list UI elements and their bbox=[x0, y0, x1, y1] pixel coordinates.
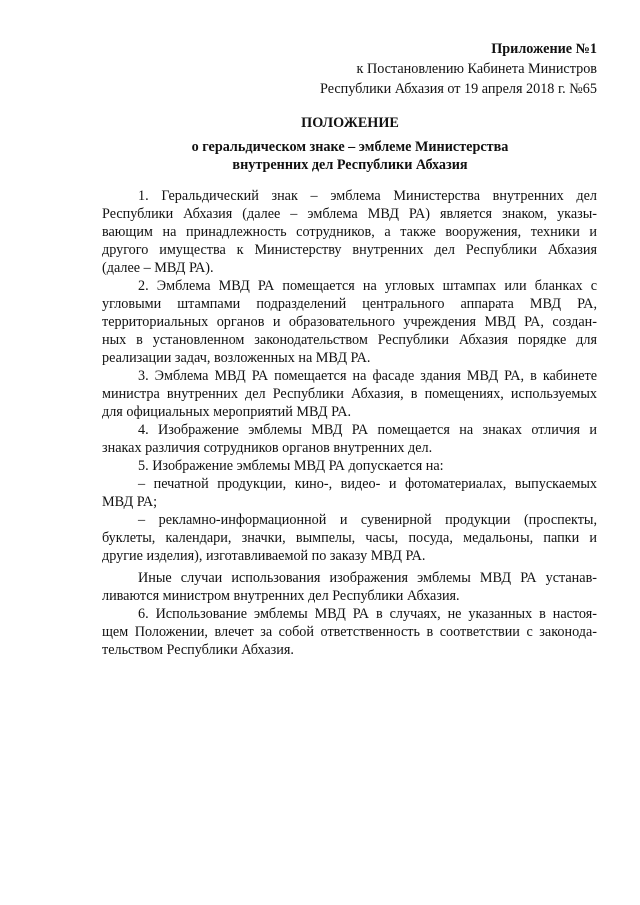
paragraph-line: щем Положении, влечет за собой ответственность в соответствии с законода- bbox=[102, 624, 597, 640]
paragraph-line: (далее – МВД РА). bbox=[102, 260, 214, 276]
paragraph-line: территориальных органов и образовательного учреждения МВД РА, создан- bbox=[102, 314, 597, 330]
paragraph-line: знаках различия сотрудников органов внутренних дел. bbox=[102, 440, 433, 456]
paragraph-line: 1. Геральдический знак – эмблема Министерства внутренних дел bbox=[138, 188, 597, 204]
document-subtitle-line-1: о геральдическом знаке – эмблеме Министерства bbox=[191, 139, 509, 155]
paragraph-line: 5. Изображение эмблемы МВД РА допускается на: bbox=[138, 458, 444, 474]
paragraph-line: Иные случаи использования изображения эмблемы МВД РА устанав- bbox=[138, 570, 597, 586]
appendix-reference-line-1: к Постановлению Кабинета Министров bbox=[356, 61, 597, 77]
paragraph-line: ных в установленном законодательством Республики Абхазия порядке для bbox=[102, 332, 597, 348]
paragraph-line: 3. Эмблема МВД РА помещается на фасаде здания МВД РА, в кабинете bbox=[138, 368, 597, 384]
list-item-line: МВД РА; bbox=[102, 494, 158, 510]
list-item-line: – печатной продукции, кино-, видео- и фотоматериалах, выпускаемых bbox=[138, 476, 597, 492]
document-subtitle-line-2: внутренних дел Республики Абхазия bbox=[232, 157, 468, 173]
paragraph-line: 4. Изображение эмблемы МВД РА помещается на знаках отличия и bbox=[138, 422, 597, 438]
document-title: ПОЛОЖЕНИЕ bbox=[301, 115, 399, 131]
appendix-number: Приложение №1 bbox=[491, 41, 597, 57]
paragraph-line: угловыми штампами подразделений центрального аппарата МВД РА, bbox=[102, 296, 597, 312]
list-item-line: другие изделия), изготавливаемой по заказу МВД РА. bbox=[102, 548, 426, 564]
appendix-reference-line-2: Республики Абхазия от 19 апреля 2018 г. №65 bbox=[320, 81, 597, 97]
paragraph-line: реализации задач, возложенных на МВД РА. bbox=[102, 350, 371, 366]
paragraph-line: Республики Абхазия (далее – эмблема МВД РА) является знаком, указы- bbox=[102, 206, 597, 222]
paragraph-line: другого имущества к Министерству внутренних дел Республики Абхазия bbox=[102, 242, 597, 258]
paragraph-line: для официальных мероприятий МВД РА. bbox=[102, 404, 351, 420]
paragraph-line: министра внутренних дел Республики Абхазия, в помещениях, используемых bbox=[102, 386, 597, 402]
paragraph-line: вающим на принадлежность сотрудников, а также вооружения, техники и bbox=[102, 224, 597, 240]
paragraph-line: 6. Использование эмблемы МВД РА в случаях, не указанных в настоя- bbox=[138, 606, 597, 622]
paragraph-line: тельством Республики Абхазия. bbox=[102, 642, 294, 658]
list-item-line: – рекламно-информационной и сувенирной продукции (проспекты, bbox=[138, 512, 597, 528]
paragraph-line: 2. Эмблема МВД РА помещается на угловых штампах или бланках с bbox=[138, 278, 597, 294]
paragraph-line: ливаются министром внутренних дел Республики Абхазия. bbox=[102, 588, 460, 604]
list-item-line: буклеты, календари, значки, вымпелы, часы, посуда, медальоны, папки и bbox=[102, 530, 597, 546]
